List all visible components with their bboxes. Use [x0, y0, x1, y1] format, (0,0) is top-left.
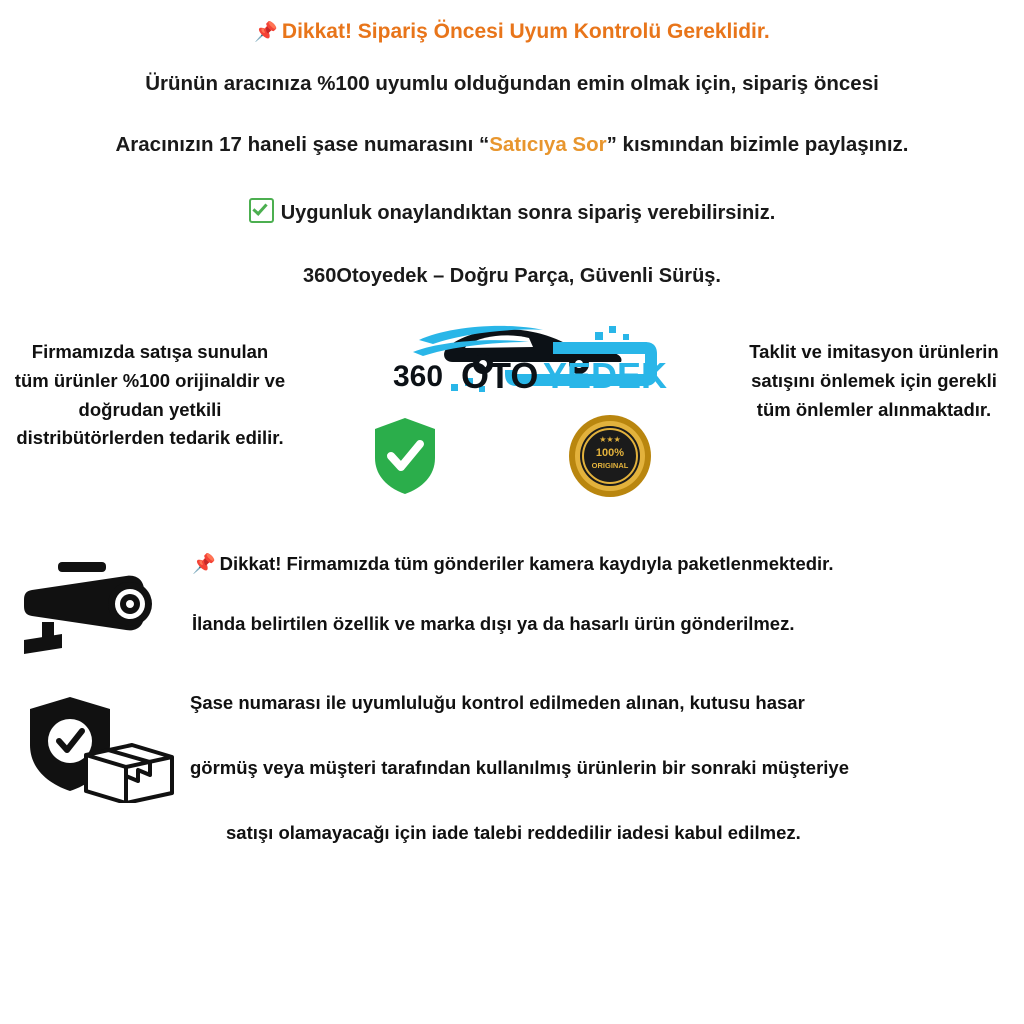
return-policy-section: [0, 691, 1024, 846]
originality-right-text: Taklit ve imitasyon ürünlerin satışını önlemek için gerekli tüm önlemler alınmaktadır.: [749, 341, 999, 420]
camera-line-2: İlanda belirtilen özellik ve marka dışı ya da hasarlı ürün gönderilmez.: [192, 613, 795, 635]
trust-badges: [372, 414, 652, 498]
camera-line-1: [192, 552, 1006, 578]
original-seal-icon: [568, 414, 652, 498]
svg-text:★★★: ★★★: [599, 435, 621, 445]
svg-text:YEDEK: YEDEK: [543, 355, 667, 397]
logo-and-badges: [302, 312, 722, 498]
notice-block: [0, 0, 1024, 288]
green-check-shield-icon: [372, 416, 438, 496]
check-box-icon: [249, 198, 274, 223]
brand-logo: [357, 312, 667, 408]
return-policy-texts: [186, 691, 1006, 846]
pushpin-icon-2: 📌: [192, 554, 216, 576]
ask-seller-highlight: Satıcıya Sor: [489, 133, 607, 157]
return-line-2: görmüş veya müşteri tarafından kullanılmış ürünlerin bir sonraki müşteriye: [190, 757, 850, 779]
approval-note-text: Uygunluk onaylandıktan sonra sipariş verebilirsiniz.: [280, 202, 776, 225]
pushpin-icon: 📌: [254, 22, 278, 43]
camera-section-texts: [186, 552, 1006, 637]
svg-text:OTO: OTO: [461, 355, 539, 397]
brand-slogan: 360Otoyedek – Doğru Parça, Güvenli Sürüş.: [303, 265, 721, 288]
security-camera-icon: [18, 552, 186, 665]
camera-line-1-text: Dikkat! Firmamızda tüm gönderiler kamera kaydıyla paketlenmektedir.: [219, 553, 834, 575]
package-shield-icon: [18, 691, 186, 808]
brand-logo-svg: [357, 312, 667, 408]
originality-block: [0, 312, 1024, 498]
approval-note: [28, 198, 996, 225]
originality-left-text: Firmamızda satışa sunulan tüm ürünler %100 orijinaldir ve doğrudan yetkili distribütörlerden tedarik edilir.: [14, 341, 286, 449]
notice-headline-text: Dikkat! Sipariş Öncesi Uyum Kontrolü Gereklidir.: [281, 20, 770, 43]
return-line-1: Şase numarası ile uyumluluğu kontrol edilmeden alınan, kutusu hasar: [190, 692, 805, 714]
return-line-3: satışı olamayacağı için iade talebi reddedilir iadesi kabul edilmez.: [226, 822, 801, 844]
notice-lead-text: Ürünün aracınıza %100 uyumlu olduğundan emin olmak için, sipariş öncesi: [145, 71, 879, 95]
chassis-text-part2: ” kısmından bizimle paylaşınız.: [606, 133, 909, 157]
camera-section: [0, 552, 1024, 665]
notice-chassis-text: [28, 126, 996, 164]
svg-text:360: 360: [393, 360, 444, 394]
svg-text:ORIGINAL: ORIGINAL: [591, 461, 629, 471]
svg-text:100%: 100%: [595, 447, 625, 460]
notice-headline: [28, 18, 996, 46]
chassis-text-part1: Aracınızın 17 haneli şase numarasını “: [115, 133, 490, 157]
